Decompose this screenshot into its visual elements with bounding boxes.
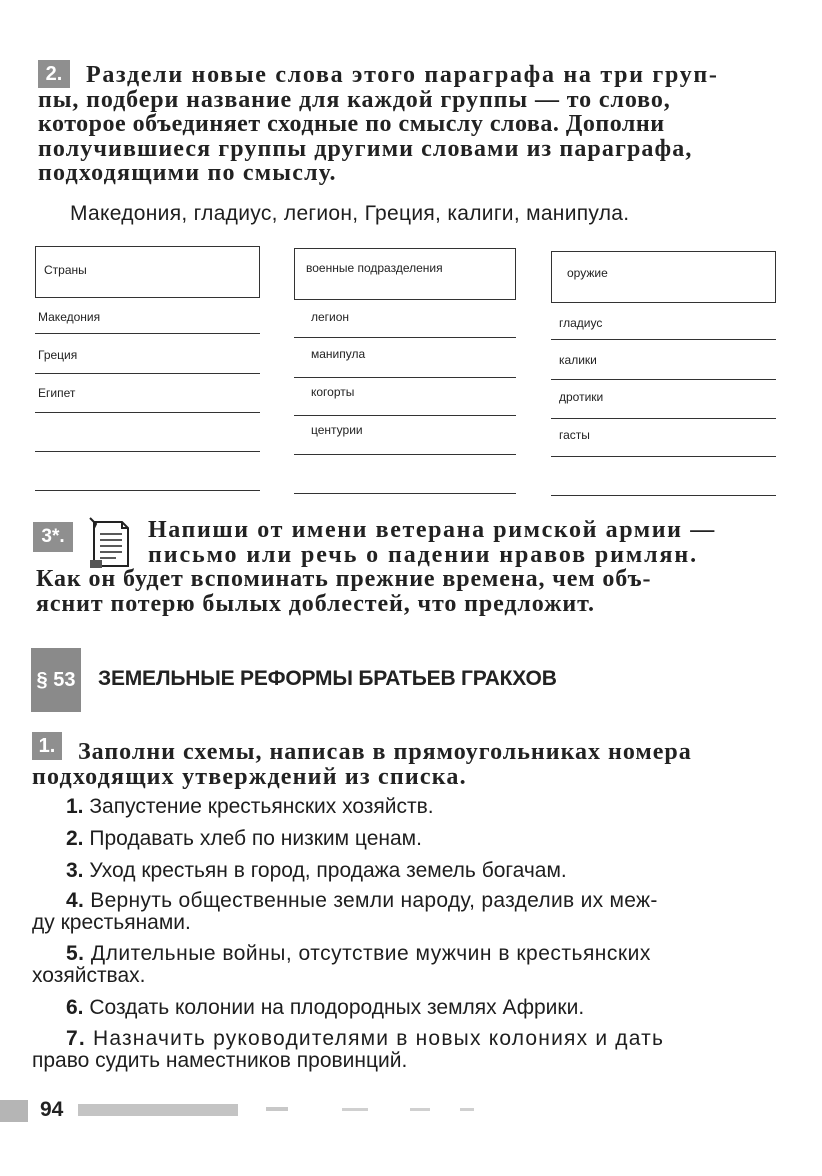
column-3-line-3[interactable] bbox=[551, 418, 776, 419]
section-badge: § 53 bbox=[31, 648, 81, 712]
task-3-line: Как он будет вспоминать прежние времена, чем объ- bbox=[36, 566, 652, 592]
footer-decor-bar bbox=[410, 1108, 430, 1111]
column-1-entry-2: Греция bbox=[38, 348, 78, 362]
statement-1 bbox=[66, 796, 434, 818]
statement-4 bbox=[32, 890, 774, 934]
task-1-line: Заполни схемы, написав в прямоугольниках номера bbox=[78, 739, 692, 765]
column-1-line-3[interactable] bbox=[35, 412, 260, 413]
column-2-title-box[interactable] bbox=[294, 248, 516, 300]
column-3-line-5[interactable] bbox=[551, 495, 776, 496]
column-1-entry-1: Македония bbox=[38, 310, 101, 324]
column-1-line-5[interactable] bbox=[35, 490, 260, 491]
statement-number: 1. bbox=[66, 795, 84, 818]
column-2-entry-4: центурии bbox=[311, 423, 363, 437]
statement-text: хозяйствах. bbox=[32, 964, 146, 987]
statement-line bbox=[32, 890, 774, 912]
task-1-instructions bbox=[32, 740, 774, 789]
statement-text: Длительные войны, отсутствие мужчин в крестьянских bbox=[90, 942, 651, 965]
task-2-instructions bbox=[38, 63, 776, 186]
statement-5 bbox=[32, 943, 774, 987]
column-3-title: оружие bbox=[567, 266, 608, 280]
column-3-entry-1: гладиус bbox=[559, 316, 603, 330]
task-2-line: Раздели новые слова этого параграфа на три груп- bbox=[86, 62, 719, 88]
statement-text: Уход крестьян в город, продажа земель богачам. bbox=[89, 859, 567, 882]
task-3-line: яснит потерю былых доблестей, что предложит. bbox=[36, 590, 595, 617]
statement-number: 5. bbox=[66, 942, 85, 965]
statement-6 bbox=[66, 997, 584, 1019]
task-2-line: получившиеся группы другими словами из параграфа, bbox=[38, 135, 693, 162]
statement-number: 6. bbox=[66, 996, 84, 1019]
column-2-entry-1: легион bbox=[311, 310, 350, 324]
column-1-line-1[interactable] bbox=[35, 333, 260, 334]
statement-number: 2. bbox=[66, 827, 84, 850]
statement-text: Продавать хлеб по низким ценам. bbox=[89, 827, 422, 850]
column-1-line-4[interactable] bbox=[35, 451, 260, 452]
statement-text: ду крестьянами. bbox=[32, 911, 191, 934]
column-2-line-5[interactable] bbox=[294, 493, 516, 494]
statement-line bbox=[32, 1028, 774, 1050]
statement-line bbox=[32, 943, 774, 965]
footer-decor-bar bbox=[460, 1108, 474, 1111]
column-3-line-2[interactable] bbox=[551, 379, 776, 380]
column-3-entry-2: калики bbox=[559, 353, 597, 367]
footer-decor-bar bbox=[78, 1104, 238, 1116]
column-2-line-1[interactable] bbox=[294, 337, 516, 338]
task-3-instructions bbox=[36, 518, 776, 616]
footer-left-bar bbox=[0, 1100, 28, 1122]
statement-number: 4. bbox=[66, 889, 85, 912]
statement-text: право судить наместников провинций. bbox=[32, 1049, 408, 1072]
footer-decor-bar bbox=[342, 1108, 368, 1111]
column-3-entry-4: гасты bbox=[559, 428, 590, 442]
task-2-word-list: Македония, гладиус, легион, Греция, калиги, манипула. bbox=[70, 202, 630, 225]
column-3-line-1[interactable] bbox=[551, 339, 776, 340]
column-2-entry-2: манипула bbox=[311, 347, 366, 361]
column-1-line-2[interactable] bbox=[35, 373, 260, 374]
statement-text: Создать колонии на плодородных землях Африки. bbox=[89, 996, 585, 1019]
column-3-title-box[interactable] bbox=[551, 251, 776, 303]
page-number: 94 bbox=[40, 1098, 64, 1121]
statement-number: 7. bbox=[66, 1027, 86, 1050]
task-2-line: пы, подбери название для каждой группы — то слово, bbox=[38, 86, 671, 113]
column-1-title-box[interactable] bbox=[35, 246, 260, 298]
statement-number: 3. bbox=[66, 859, 84, 882]
column-2-line-4[interactable] bbox=[294, 454, 516, 455]
task-2-line: которое объединяет сходные по смыслу слова. Дополни bbox=[38, 111, 665, 137]
column-2-title: военные подразделения bbox=[306, 261, 443, 275]
task-2-badge: 2. bbox=[38, 60, 70, 88]
task-3-badge: 3*. bbox=[33, 522, 73, 552]
task-3-line: письмо или речь о падении нравов римлян. bbox=[148, 541, 699, 568]
column-1-entry-3: Египет bbox=[38, 386, 76, 400]
column-2-line-2[interactable] bbox=[294, 377, 516, 378]
task-2-line: подходящими по смыслу. bbox=[38, 160, 337, 186]
statement-7 bbox=[32, 1028, 774, 1072]
column-3-line-4[interactable] bbox=[551, 456, 776, 457]
task-1-badge: 1. bbox=[32, 732, 62, 760]
task-3-line: Напиши от имени ветерана римской армии — bbox=[148, 517, 716, 543]
task-1-line: подходящих утверждений из списка. bbox=[32, 763, 467, 790]
statement-3 bbox=[66, 860, 567, 882]
statement-text: Назначить руководителями в новых колониях и дать bbox=[92, 1027, 665, 1050]
column-2-line-3[interactable] bbox=[294, 415, 516, 416]
statement-2 bbox=[66, 828, 422, 850]
column-2-entry-3: когорты bbox=[311, 385, 355, 399]
footer-decor-bar bbox=[266, 1107, 288, 1111]
column-3-entry-3: дротики bbox=[559, 390, 604, 404]
column-1-title: Страны bbox=[44, 263, 87, 277]
section-title: ЗЕМЕЛЬНЫЕ РЕФОРМЫ БРАТЬЕВ ГРАКХОВ bbox=[98, 667, 557, 690]
statement-text: Вернуть общественные земли народу, разделив их меж- bbox=[90, 889, 658, 912]
statement-text: Запустение крестьянских хозяйств. bbox=[89, 795, 434, 818]
